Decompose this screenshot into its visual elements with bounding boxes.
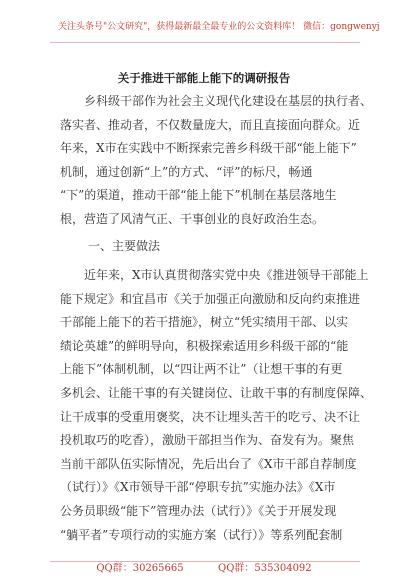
paragraph-line: “下”的渠道，推动干部“能上能下”机制在基层落地生 [60,188,337,203]
footer-qq-group-1: QQ群：30265665 [96,563,184,574]
paragraph-line: 近年来，X市认真贯彻落实党中央《推进领导干部能上 [84,268,369,282]
header-divider [50,42,360,43]
paragraph-line: 多机会、让能干事的有关键岗位、让敢干事的有制度保障、 [60,385,373,400]
paragraph-line: 让干成事的受重用褒奖，决不让埋头苦干的吃亏、决不让 [60,409,361,424]
paragraph-line: 上能下”体制机制，以“四让两不让”（让想干事的有更 [60,362,343,377]
paragraph-line: 能下规定》和宜昌市《关于加强正向激励和反向约束推进 [60,291,361,306]
paragraph-practices [60,264,373,547]
paragraph-line: 落实者、推动者，不仅数量庞大，而且直接面向群众。近 [60,117,361,132]
footer-qq-group-2: QQ群：535304092 [218,563,312,574]
section-heading: 一、主要做法 [88,239,161,253]
paragraph-line: 绩论英雄”的鲜明导向，积极探索适用乡科级干部的“能 [60,338,349,353]
header-banner: 关注头条号"公文研究"，获得最新最全最专业的公文资料库！ 微信：gongwenyj [58,22,380,32]
paragraph-intro [60,90,373,232]
paragraph-line: 根，营造了风清气正、干事创业的良好政治生态。 [60,211,325,226]
footer [0,562,408,576]
paragraph-line: 年来，X市在实践中不断探索完善乡科级干部“能上能下” [60,141,357,156]
paragraph-line: 机制，通过创新“上”的方式、“评”的标尺，畅通 [60,164,313,179]
paragraph-line: 当前干部队伍实际情况，先后出台了《X市干部自荐制度 [60,456,357,471]
paragraph-line: 干部能上能下的若干措施》，树立“凭实绩用干部、以实 [60,315,349,330]
document-title: 关于推进干部能上能下的调研报告 [117,71,291,85]
paragraph-line: 公务员职级“能下”管理办法（试行）》《关于开展发现 [60,503,337,518]
paragraph-line: “躺平者”专项行动的实施方案（试行）》等系列配套制 [60,527,343,542]
paragraph-line: 乡科级干部作为社会主义现代化建设在基层的执行者、 [84,94,373,108]
paragraph-line: 投机取巧的吃香），激励干部担当作为、奋发有为。聚焦 [60,433,355,448]
paragraph-line: （试行）》《X市领导干部“停职专抗”实施办法》《X市 [60,480,336,495]
